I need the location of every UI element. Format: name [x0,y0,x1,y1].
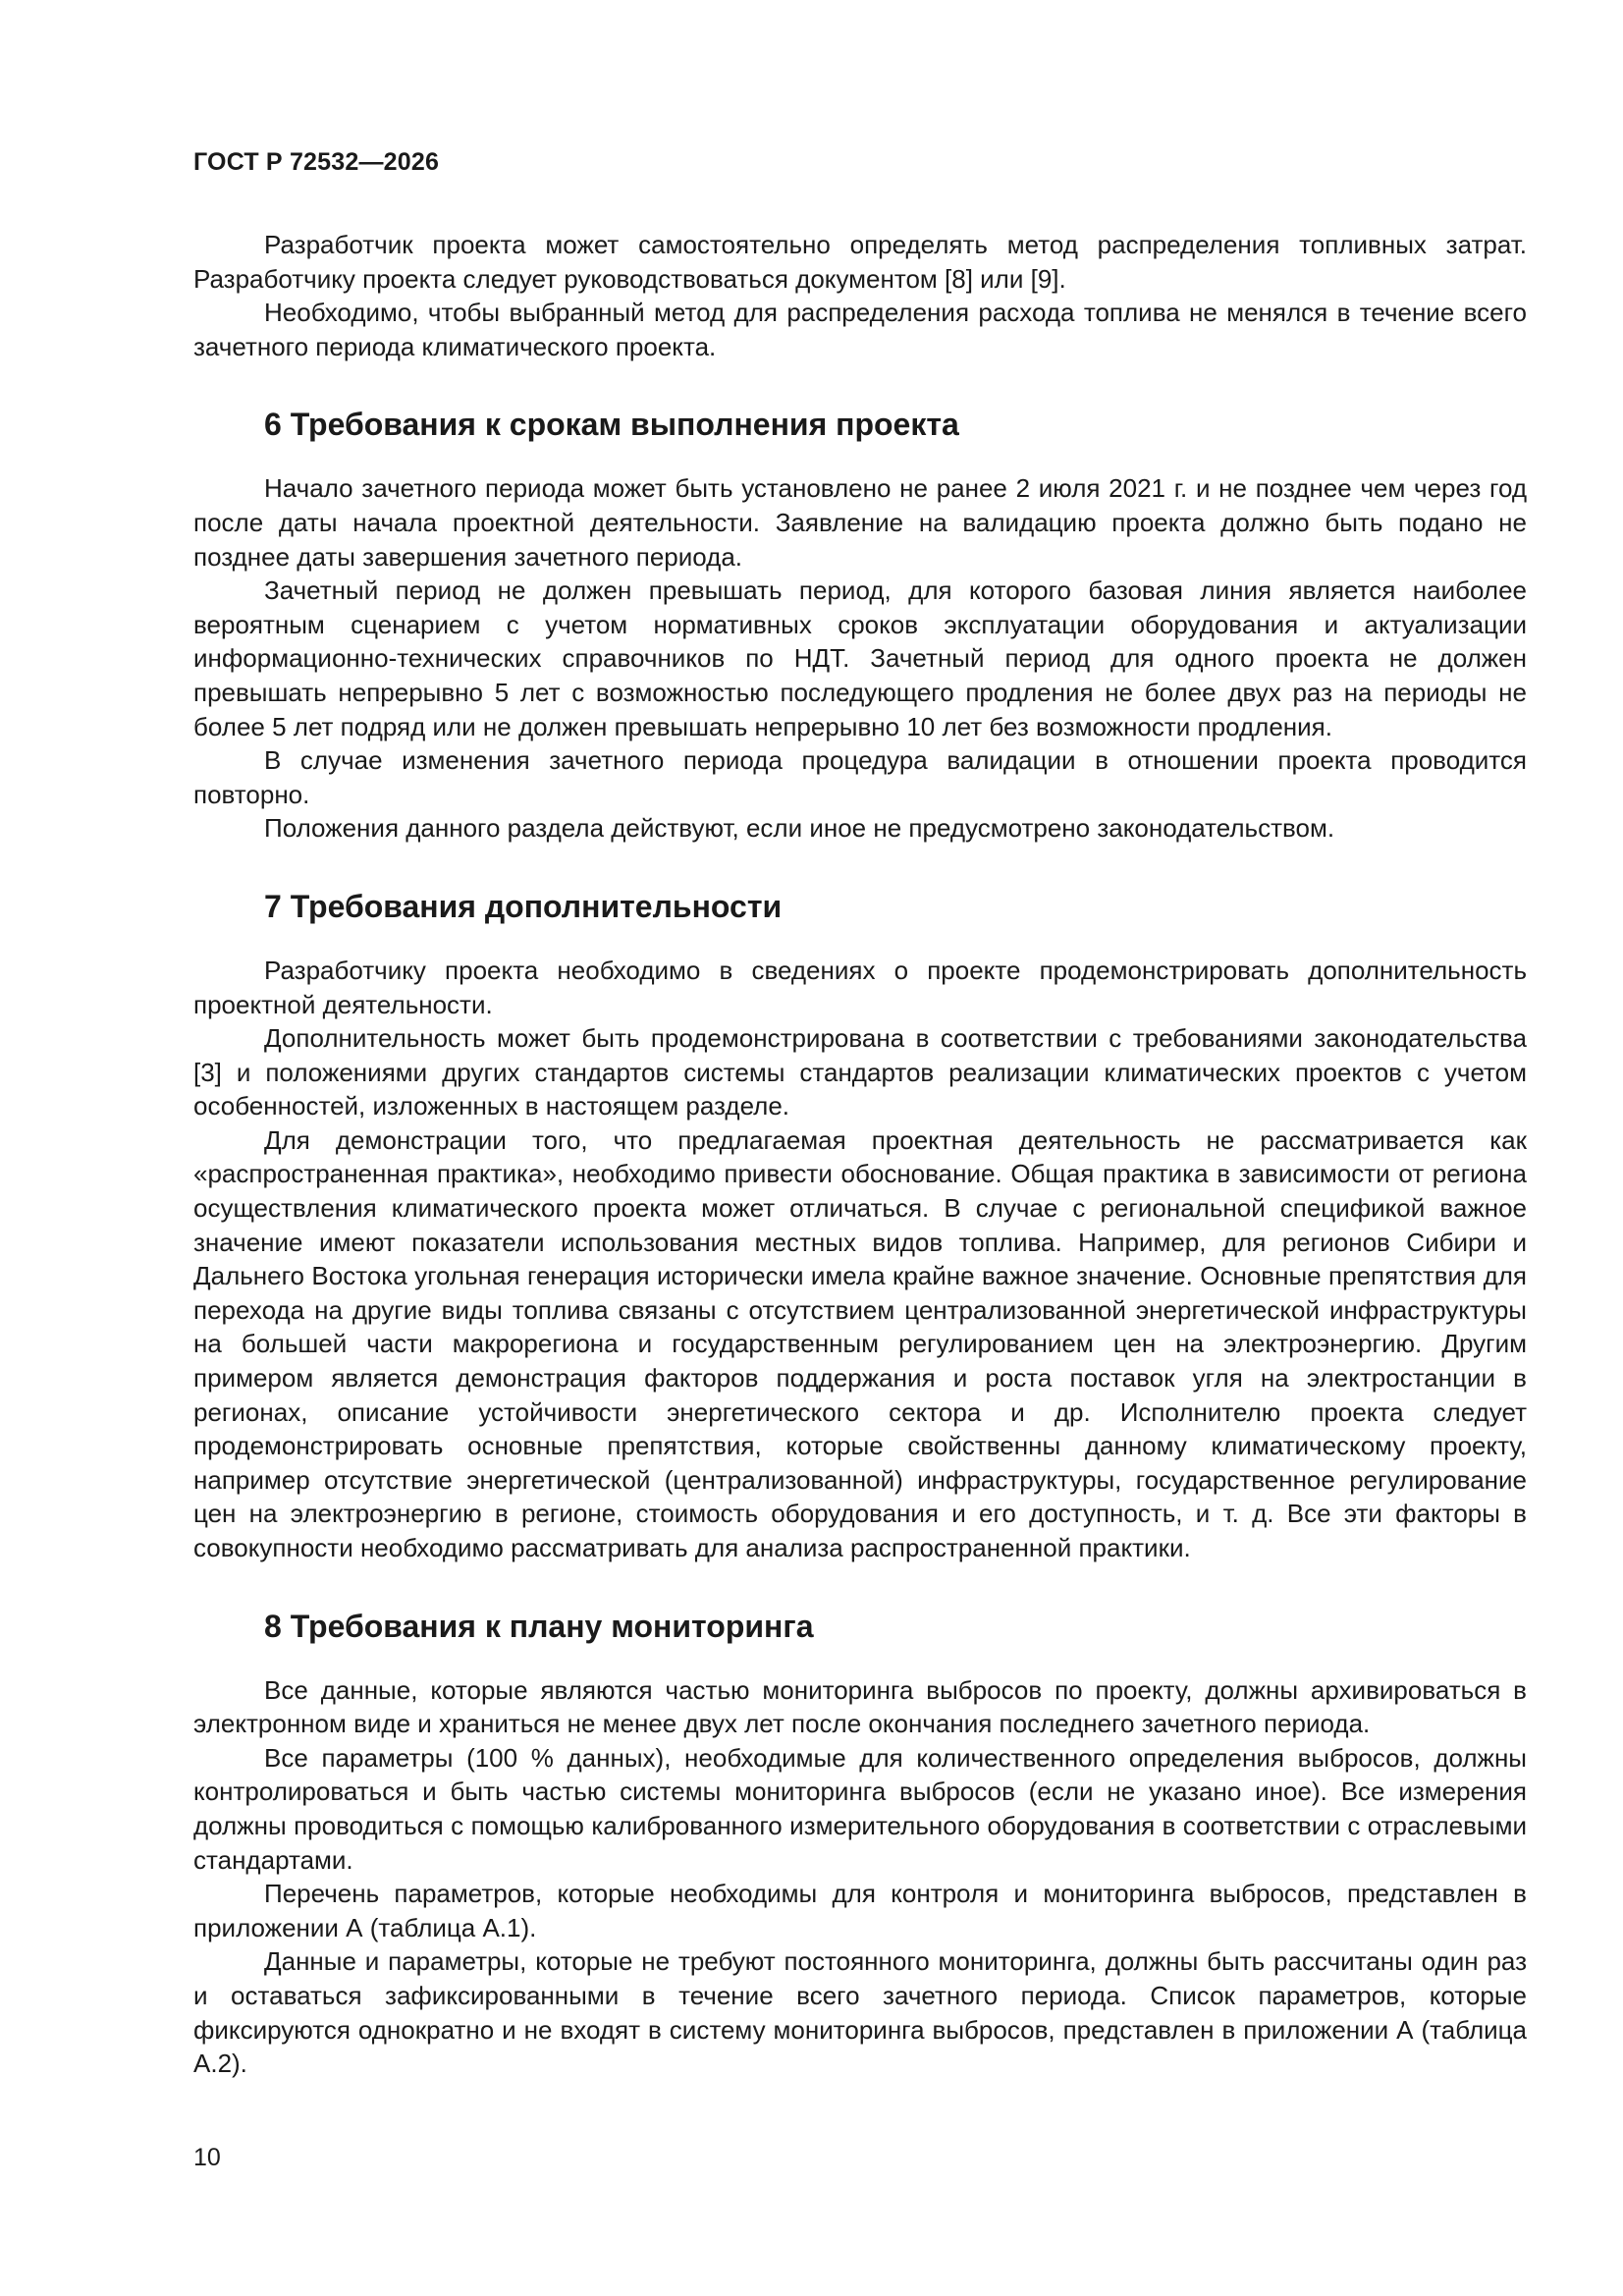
paragraph: Разработчику проекта необходимо в сведениях о проекте продемонстрировать дополнительность проектной деятельности. [193,955,1527,1019]
section-8-heading: 8 Требования к плану мониторинга [264,1608,814,1644]
paragraph: Все параметры (100 % данных), необходимые для количественного определения выбросов, должны контролироваться и быть частью системы мониторинга выбросов (если не указано иное). Все измерения должны проводиться с помощью калиброванного измерительного оборудования в соответствии с отраслевыми стандартами. [193,1742,1527,1875]
paragraph: Перечень параметров, которые необходимы для контроля и мониторинга выбросов, представлен в приложении А (таблица А.1). [193,1879,1527,1942]
document-page [193,0,1527,2296]
paragraph: Все данные, которые являются частью мониторинга выбросов по проекту, должны архивироваться в электронном виде и храниться не менее двух лет после окончания последнего зачетного периода. [193,1674,1527,1739]
page-content [193,228,1527,2081]
paragraph: В случае изменения зачетного периода процедура валидации в отношении проекта проводится повторно. [193,745,1527,809]
paragraph: Для демонстрации того, что предлагаемая проектная деятельность не рассматривается как «распространенная практика», необходимо привести обоснование. Общая практика в зависимости от региона осуществления климатического проекта может отличаться. В случае с региональной спецификой важное значение имеют показатели использования местных видов топлива. Например, для регионов Сибири и Дальнего Востока угольная генерация исторически имела крайне важное значение. Основные препятствия для перехода на другие виды топлива связаны с отсутствием централизованной энергетической инфраструктуры на большей части макрорегиона и государственным регулированием цен на электроэнергию. Другим примером является демонстрация факторов поддержания и роста поставок угля на электростанции в регионах, описание устойчивости энергетического сектора и др. Исполнителю проекта следует продемонстрировать основные препятствия, которые свойственны данному климатическому проекту, например отсутствие энергетической (централизованной) инфраструктуры, государственное регулирование цен на электроэнергию в регионе, стоимость оборудования и его доступность, и т. д. Все эти факторы в совокупности необходимо рассматривать для анализа распространенной практики. [193,1124,1527,1562]
paragraph: Дополнительность может быть продемонстрирована в соответствии с требованиями законодательства [3] и положениями других стандартов системы стандартов реализации климатических проектов с учетом особенностей, изложенных в настоящем разделе. [193,1023,1527,1121]
paragraph: Начало зачетного периода может быть установлено не ранее 2 июля 2021 г. и не позднее чем через год после даты начала проектной деятельности. Заявление на валидацию проекта должно быть подано не позднее даты завершения зачетного периода. [193,473,1527,572]
paragraph: Необходимо, чтобы выбранный метод для распределения расхода топлива не менялся в течение всего зачетного периода климатического проекта. [193,298,1527,361]
paragraph: Положения данного раздела действуют, если иное не предусмотрено законодательством. [264,813,1335,844]
section-7-heading: 7 Требования дополнительности [264,888,783,924]
document-code: ГОСТ Р 72532—2026 [193,148,440,176]
paragraph: Разработчик проекта может самостоятельно определять метод распределения топливных затрат. Разработчику проекта следует руководствоваться документом [8] или [9]. [193,230,1527,294]
paragraph: Зачетный период не должен превышать период, для которого базовая линия является наиболее вероятным сценарием с учетом нормативных сроков эксплуатации оборудования и актуализации информационно-технических справочников по НДТ. Зачетный период для одного проекта не должен превышать непрерывно 5 лет с возможностью последующего продления не более двух раз на периоды не более 5 лет подряд или не должен превышать непрерывно 10 лет без возможности продления. [193,575,1527,741]
paragraph: Данные и параметры, которые не требуют постоянного мониторинга, должны быть рассчитаны один раз и оставаться зафиксированными в течение всего зачетного периода. Список параметров, которые фиксируются однократно и не входят в систему мониторинга выбросов, представлен в приложении А (таблица А.2). [193,1946,1527,2079]
section-6-heading: 6 Требования к срокам выполнения проекта [264,407,959,443]
page-number: 10 [193,2144,221,2171]
